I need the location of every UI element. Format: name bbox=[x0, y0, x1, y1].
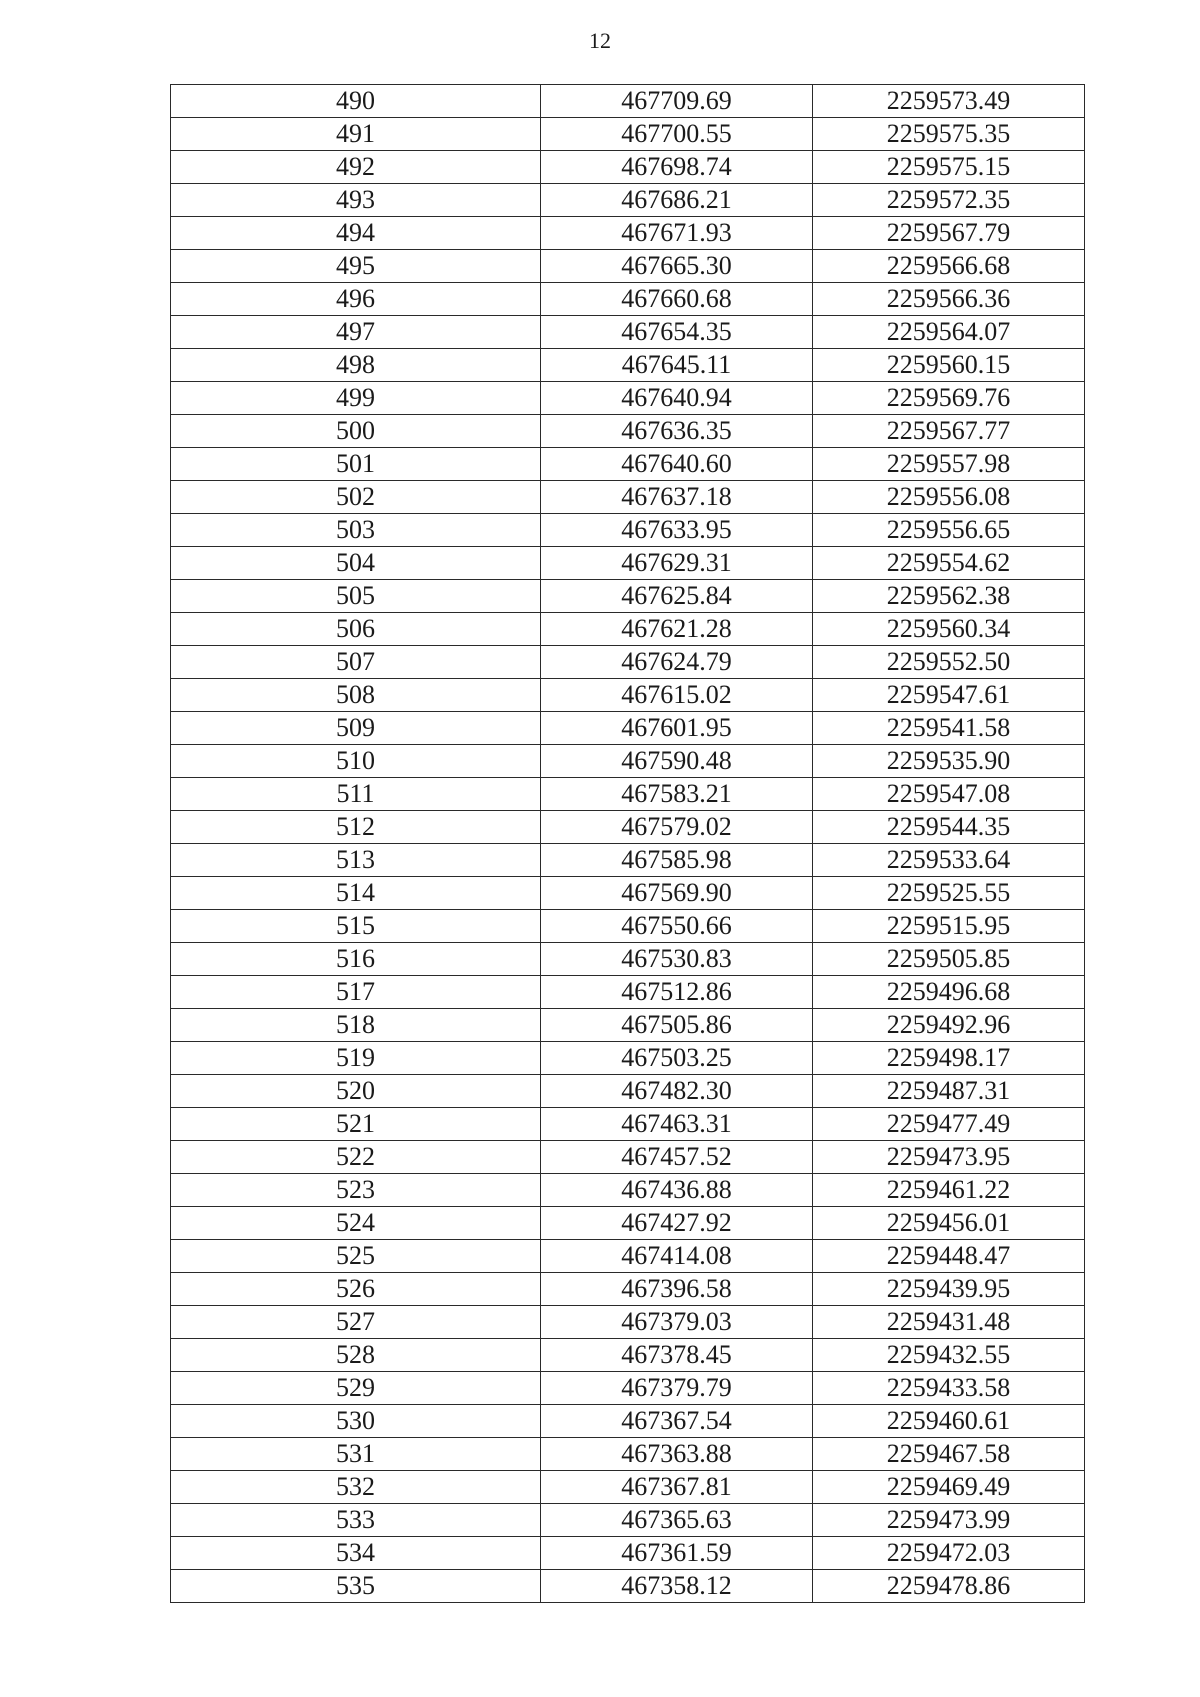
y-coordinate-cell: 2259525.55 bbox=[813, 877, 1085, 910]
point-number-cell: 496 bbox=[171, 283, 541, 316]
y-coordinate-cell: 2259439.95 bbox=[813, 1273, 1085, 1306]
table-row bbox=[171, 1273, 1085, 1306]
x-coordinate-cell: 467512.86 bbox=[541, 976, 813, 1009]
table-row bbox=[171, 184, 1085, 217]
table-row bbox=[171, 415, 1085, 448]
x-coordinate-cell: 467665.30 bbox=[541, 250, 813, 283]
table-row bbox=[171, 679, 1085, 712]
x-coordinate-cell: 467378.45 bbox=[541, 1339, 813, 1372]
y-coordinate-cell: 2259505.85 bbox=[813, 943, 1085, 976]
point-number-cell: 493 bbox=[171, 184, 541, 217]
table-row bbox=[171, 382, 1085, 415]
y-coordinate-cell: 2259496.68 bbox=[813, 976, 1085, 1009]
y-coordinate-cell: 2259566.36 bbox=[813, 283, 1085, 316]
table-row bbox=[171, 151, 1085, 184]
table-row bbox=[171, 481, 1085, 514]
point-number-cell: 517 bbox=[171, 976, 541, 1009]
table-row bbox=[171, 811, 1085, 844]
table-row bbox=[171, 1075, 1085, 1108]
point-number-cell: 516 bbox=[171, 943, 541, 976]
point-number-cell: 494 bbox=[171, 217, 541, 250]
table-row bbox=[171, 1207, 1085, 1240]
y-coordinate-cell: 2259469.49 bbox=[813, 1471, 1085, 1504]
table-row bbox=[171, 1339, 1085, 1372]
table-row bbox=[171, 910, 1085, 943]
x-coordinate-cell: 467379.79 bbox=[541, 1372, 813, 1405]
y-coordinate-cell: 2259554.62 bbox=[813, 547, 1085, 580]
table-row bbox=[171, 349, 1085, 382]
y-coordinate-cell: 2259487.31 bbox=[813, 1075, 1085, 1108]
table-row bbox=[171, 613, 1085, 646]
x-coordinate-cell: 467671.93 bbox=[541, 217, 813, 250]
x-coordinate-cell: 467427.92 bbox=[541, 1207, 813, 1240]
x-coordinate-cell: 467482.30 bbox=[541, 1075, 813, 1108]
table-row bbox=[171, 1504, 1085, 1537]
point-number-cell: 520 bbox=[171, 1075, 541, 1108]
point-number-cell: 524 bbox=[171, 1207, 541, 1240]
x-coordinate-cell: 467633.95 bbox=[541, 514, 813, 547]
table-row bbox=[171, 1240, 1085, 1273]
table-row bbox=[171, 1042, 1085, 1075]
x-coordinate-cell: 467585.98 bbox=[541, 844, 813, 877]
y-coordinate-cell: 2259433.58 bbox=[813, 1372, 1085, 1405]
x-coordinate-cell: 467361.59 bbox=[541, 1537, 813, 1570]
point-number-cell: 495 bbox=[171, 250, 541, 283]
point-number-cell: 534 bbox=[171, 1537, 541, 1570]
y-coordinate-cell: 2259477.49 bbox=[813, 1108, 1085, 1141]
table-row bbox=[171, 712, 1085, 745]
x-coordinate-cell: 467550.66 bbox=[541, 910, 813, 943]
point-number-cell: 497 bbox=[171, 316, 541, 349]
x-coordinate-cell: 467505.86 bbox=[541, 1009, 813, 1042]
table-row bbox=[171, 778, 1085, 811]
table-row bbox=[171, 1405, 1085, 1438]
coordinate-table bbox=[170, 84, 1085, 1603]
x-coordinate-cell: 467367.81 bbox=[541, 1471, 813, 1504]
y-coordinate-cell: 2259544.35 bbox=[813, 811, 1085, 844]
table-row bbox=[171, 118, 1085, 151]
table-row bbox=[171, 1471, 1085, 1504]
y-coordinate-cell: 2259431.48 bbox=[813, 1306, 1085, 1339]
table-row bbox=[171, 1108, 1085, 1141]
point-number-cell: 505 bbox=[171, 580, 541, 613]
x-coordinate-cell: 467660.68 bbox=[541, 283, 813, 316]
table-row bbox=[171, 514, 1085, 547]
x-coordinate-cell: 467367.54 bbox=[541, 1405, 813, 1438]
point-number-cell: 530 bbox=[171, 1405, 541, 1438]
x-coordinate-cell: 467615.02 bbox=[541, 679, 813, 712]
point-number-cell: 522 bbox=[171, 1141, 541, 1174]
table-row bbox=[171, 1372, 1085, 1405]
x-coordinate-cell: 467637.18 bbox=[541, 481, 813, 514]
y-coordinate-cell: 2259547.61 bbox=[813, 679, 1085, 712]
y-coordinate-cell: 2259467.58 bbox=[813, 1438, 1085, 1471]
y-coordinate-cell: 2259541.58 bbox=[813, 712, 1085, 745]
point-number-cell: 499 bbox=[171, 382, 541, 415]
table-row bbox=[171, 1141, 1085, 1174]
table-row bbox=[171, 976, 1085, 1009]
x-coordinate-cell: 467363.88 bbox=[541, 1438, 813, 1471]
point-number-cell: 490 bbox=[171, 85, 541, 118]
point-number-cell: 527 bbox=[171, 1306, 541, 1339]
page-number: 12 bbox=[589, 28, 611, 53]
point-number-cell: 492 bbox=[171, 151, 541, 184]
y-coordinate-cell: 2259567.77 bbox=[813, 415, 1085, 448]
table-row bbox=[171, 547, 1085, 580]
x-coordinate-cell: 467457.52 bbox=[541, 1141, 813, 1174]
point-number-cell: 507 bbox=[171, 646, 541, 679]
y-coordinate-cell: 2259432.55 bbox=[813, 1339, 1085, 1372]
x-coordinate-cell: 467569.90 bbox=[541, 877, 813, 910]
y-coordinate-cell: 2259547.08 bbox=[813, 778, 1085, 811]
point-number-cell: 521 bbox=[171, 1108, 541, 1141]
x-coordinate-cell: 467503.25 bbox=[541, 1042, 813, 1075]
point-number-cell: 535 bbox=[171, 1570, 541, 1603]
y-coordinate-cell: 2259498.17 bbox=[813, 1042, 1085, 1075]
x-coordinate-cell: 467579.02 bbox=[541, 811, 813, 844]
x-coordinate-cell: 467709.69 bbox=[541, 85, 813, 118]
y-coordinate-cell: 2259557.98 bbox=[813, 448, 1085, 481]
table-row bbox=[171, 1009, 1085, 1042]
x-coordinate-cell: 467583.21 bbox=[541, 778, 813, 811]
y-coordinate-cell: 2259533.64 bbox=[813, 844, 1085, 877]
x-coordinate-cell: 467640.60 bbox=[541, 448, 813, 481]
point-number-cell: 510 bbox=[171, 745, 541, 778]
x-coordinate-cell: 467396.58 bbox=[541, 1273, 813, 1306]
table-row bbox=[171, 580, 1085, 613]
x-coordinate-cell: 467625.84 bbox=[541, 580, 813, 613]
point-number-cell: 511 bbox=[171, 778, 541, 811]
x-coordinate-cell: 467686.21 bbox=[541, 184, 813, 217]
x-coordinate-cell: 467436.88 bbox=[541, 1174, 813, 1207]
y-coordinate-cell: 2259560.34 bbox=[813, 613, 1085, 646]
y-coordinate-cell: 2259573.49 bbox=[813, 85, 1085, 118]
y-coordinate-cell: 2259556.08 bbox=[813, 481, 1085, 514]
table-row bbox=[171, 217, 1085, 250]
point-number-cell: 509 bbox=[171, 712, 541, 745]
x-coordinate-cell: 467636.35 bbox=[541, 415, 813, 448]
point-number-cell: 502 bbox=[171, 481, 541, 514]
y-coordinate-cell: 2259564.07 bbox=[813, 316, 1085, 349]
table-row bbox=[171, 844, 1085, 877]
point-number-cell: 508 bbox=[171, 679, 541, 712]
y-coordinate-cell: 2259478.86 bbox=[813, 1570, 1085, 1603]
point-number-cell: 523 bbox=[171, 1174, 541, 1207]
x-coordinate-cell: 467379.03 bbox=[541, 1306, 813, 1339]
y-coordinate-cell: 2259535.90 bbox=[813, 745, 1085, 778]
x-coordinate-cell: 467530.83 bbox=[541, 943, 813, 976]
x-coordinate-cell: 467601.95 bbox=[541, 712, 813, 745]
y-coordinate-cell: 2259472.03 bbox=[813, 1537, 1085, 1570]
y-coordinate-cell: 2259473.95 bbox=[813, 1141, 1085, 1174]
point-number-cell: 506 bbox=[171, 613, 541, 646]
point-number-cell: 500 bbox=[171, 415, 541, 448]
y-coordinate-cell: 2259567.79 bbox=[813, 217, 1085, 250]
x-coordinate-cell: 467698.74 bbox=[541, 151, 813, 184]
table-row bbox=[171, 1438, 1085, 1471]
table-row bbox=[171, 1174, 1085, 1207]
y-coordinate-cell: 2259560.15 bbox=[813, 349, 1085, 382]
point-number-cell: 503 bbox=[171, 514, 541, 547]
x-coordinate-cell: 467414.08 bbox=[541, 1240, 813, 1273]
y-coordinate-cell: 2259460.61 bbox=[813, 1405, 1085, 1438]
y-coordinate-cell: 2259556.65 bbox=[813, 514, 1085, 547]
point-number-cell: 529 bbox=[171, 1372, 541, 1405]
y-coordinate-cell: 2259473.99 bbox=[813, 1504, 1085, 1537]
point-number-cell: 532 bbox=[171, 1471, 541, 1504]
table-row bbox=[171, 745, 1085, 778]
table-row bbox=[171, 448, 1085, 481]
point-number-cell: 512 bbox=[171, 811, 541, 844]
table-row bbox=[171, 877, 1085, 910]
x-coordinate-cell: 467700.55 bbox=[541, 118, 813, 151]
y-coordinate-cell: 2259562.38 bbox=[813, 580, 1085, 613]
point-number-cell: 498 bbox=[171, 349, 541, 382]
table-row bbox=[171, 283, 1085, 316]
x-coordinate-cell: 467365.63 bbox=[541, 1504, 813, 1537]
table-row bbox=[171, 85, 1085, 118]
point-number-cell: 491 bbox=[171, 118, 541, 151]
x-coordinate-cell: 467640.94 bbox=[541, 382, 813, 415]
point-number-cell: 528 bbox=[171, 1339, 541, 1372]
table-row bbox=[171, 646, 1085, 679]
x-coordinate-cell: 467645.11 bbox=[541, 349, 813, 382]
y-coordinate-cell: 2259552.50 bbox=[813, 646, 1085, 679]
x-coordinate-cell: 467590.48 bbox=[541, 745, 813, 778]
y-coordinate-cell: 2259575.35 bbox=[813, 118, 1085, 151]
y-coordinate-cell: 2259569.76 bbox=[813, 382, 1085, 415]
point-number-cell: 525 bbox=[171, 1240, 541, 1273]
y-coordinate-cell: 2259572.35 bbox=[813, 184, 1085, 217]
x-coordinate-cell: 467629.31 bbox=[541, 547, 813, 580]
table-row bbox=[171, 1570, 1085, 1603]
point-number-cell: 514 bbox=[171, 877, 541, 910]
point-number-cell: 533 bbox=[171, 1504, 541, 1537]
point-number-cell: 515 bbox=[171, 910, 541, 943]
point-number-cell: 504 bbox=[171, 547, 541, 580]
table-row bbox=[171, 943, 1085, 976]
y-coordinate-cell: 2259461.22 bbox=[813, 1174, 1085, 1207]
table-row bbox=[171, 250, 1085, 283]
table-row bbox=[171, 1306, 1085, 1339]
point-number-cell: 518 bbox=[171, 1009, 541, 1042]
x-coordinate-cell: 467358.12 bbox=[541, 1570, 813, 1603]
point-number-cell: 531 bbox=[171, 1438, 541, 1471]
table-row bbox=[171, 1537, 1085, 1570]
point-number-cell: 501 bbox=[171, 448, 541, 481]
x-coordinate-cell: 467654.35 bbox=[541, 316, 813, 349]
y-coordinate-cell: 2259456.01 bbox=[813, 1207, 1085, 1240]
y-coordinate-cell: 2259575.15 bbox=[813, 151, 1085, 184]
y-coordinate-cell: 2259448.47 bbox=[813, 1240, 1085, 1273]
x-coordinate-cell: 467624.79 bbox=[541, 646, 813, 679]
point-number-cell: 526 bbox=[171, 1273, 541, 1306]
y-coordinate-cell: 2259566.68 bbox=[813, 250, 1085, 283]
x-coordinate-cell: 467621.28 bbox=[541, 613, 813, 646]
x-coordinate-cell: 467463.31 bbox=[541, 1108, 813, 1141]
y-coordinate-cell: 2259515.95 bbox=[813, 910, 1085, 943]
table-row bbox=[171, 316, 1085, 349]
point-number-cell: 519 bbox=[171, 1042, 541, 1075]
table-body bbox=[171, 85, 1085, 1603]
y-coordinate-cell: 2259492.96 bbox=[813, 1009, 1085, 1042]
point-number-cell: 513 bbox=[171, 844, 541, 877]
